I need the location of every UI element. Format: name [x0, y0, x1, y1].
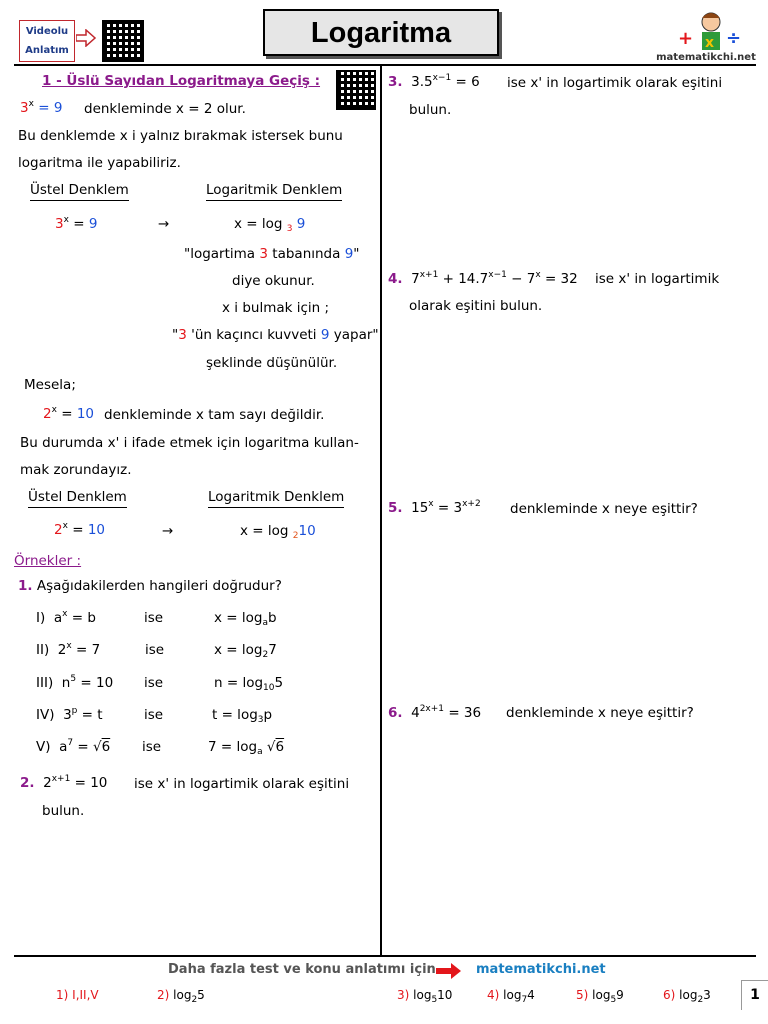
question-2: 2. $2^{x+1} = 10$	[20, 774, 108, 791]
option-iii-log: $n = \log_{10}5$	[214, 675, 284, 693]
example-text: denkleminde x tam sayı değildir.	[104, 407, 325, 423]
question-4-text: ise x' in logartimik	[595, 271, 720, 287]
answer-3: 3) $\log_510$	[397, 988, 453, 1005]
arrow-icon: →	[158, 216, 170, 232]
log-equation-2: x = log $_2$10	[240, 523, 316, 541]
video-lecture-button[interactable]	[19, 20, 75, 62]
question-5-text: denkleminde x neye eşittir?	[510, 501, 698, 517]
exp-equation-1: $3^x = 9$	[55, 215, 98, 232]
question-4-text2: olarak eşitini bulun.	[409, 298, 543, 314]
answer-1: 1) I,II,V	[56, 988, 99, 1002]
intro-line3: logaritma ile yapabiliriz.	[18, 155, 181, 171]
ise-label: ise	[144, 675, 164, 691]
question-3-text: ise x' in logartimik olarak eşitini	[507, 75, 723, 91]
heading-logarithmic-2: Logaritmik Denklem	[208, 489, 344, 508]
option-ii-log: $x = \log_27$	[214, 642, 277, 660]
question-4: 4. $7^{x+1} + 14.7^{x-1} - 7^x = 32$	[388, 270, 578, 287]
answer-6: 6) $\log_23$	[663, 988, 711, 1005]
option-iii: III) $n^5 = 10$	[36, 674, 114, 691]
math-kid-logo-icon	[676, 10, 746, 52]
footer-divider	[14, 955, 756, 957]
heading-exponential: Üstel Denklem	[30, 182, 129, 201]
question-1: 1. Aşağıdakilerden hangileri doğrudur?	[18, 578, 282, 594]
question-2-text: ise x' in logartimik olarak eşitini	[134, 776, 350, 792]
example-line2: Bu durumda x' i ifade etmek için logaritma kullan-	[20, 435, 359, 451]
answer-4: 4) $\log_74$	[487, 988, 535, 1005]
ise-label: ise	[144, 707, 164, 723]
question-6: 6. $4^{2x+1} = 36$	[388, 704, 482, 721]
qr-code-icon[interactable]	[336, 70, 376, 110]
example-label: Mesela;	[24, 377, 76, 393]
option-v: V) $a^7 = √6$	[36, 738, 111, 755]
question-6-text: denkleminde x neye eşittir?	[506, 705, 694, 721]
footer-text: Daha fazla test ve konu anlatımı için	[168, 962, 436, 977]
ise-label: ise	[145, 642, 165, 658]
answer-5: 5) $\log_59$	[576, 988, 624, 1005]
option-iv: IV) $3^p = t$	[36, 706, 103, 723]
reading-line4: "3 'ün kaçıncı kuvveti 9 yapar"	[172, 327, 379, 343]
question-5: 5. $15^x = 3^{x+2}$	[388, 499, 481, 516]
column-divider	[380, 66, 382, 956]
option-i: I) $a^x = b$	[36, 609, 96, 626]
header-divider	[14, 64, 756, 66]
log-equation-1: x = log $_3$ 9	[234, 216, 306, 234]
examples-heading: Örnekler :	[14, 553, 82, 569]
option-i-log: $x = \log_ab$	[214, 610, 277, 628]
arrow-icon: →	[162, 523, 174, 539]
reading-line3: x i bulmak için ;	[222, 300, 330, 316]
example-line3: mak zorundayız.	[20, 462, 132, 478]
reading-line1: "logartima 3 tabanında 9"	[184, 246, 360, 262]
page-number: 1	[741, 980, 768, 1010]
video-label-line2: Anlatım	[25, 45, 69, 56]
question-3: 3. $3.5^{x-1} = 6$	[388, 73, 480, 90]
site-logo-text: matematikchi.net	[656, 52, 756, 63]
intro-text: denkleminde x = 2 olur.	[84, 101, 246, 117]
reading-line2: diye okunur.	[232, 273, 315, 289]
heading-logarithmic: Logaritmik Denklem	[206, 182, 342, 201]
arrow-right-icon	[436, 963, 462, 979]
page-title: Logaritma	[263, 9, 499, 56]
video-label-line1: Videolu	[25, 26, 69, 37]
option-iv-log: $t = \log_3p$	[212, 707, 273, 725]
exp-equation-2: $2^x = 10$	[54, 521, 106, 538]
question-2-text2: bulun.	[42, 803, 85, 819]
intro-line2: Bu denklemde x i yalnız bırakmak istersek bunu	[18, 128, 343, 144]
svg-text:÷: ÷	[726, 28, 742, 49]
question-3-text2: bulun.	[409, 102, 452, 118]
ise-label: ise	[144, 610, 164, 626]
answer-2: 2) $\log_25$	[157, 988, 205, 1005]
intro-equation: 3$^x$ = 9	[20, 99, 63, 116]
footer-link[interactable]: matematikchi.net	[476, 962, 606, 977]
option-v-log: $7 = \log_a √6$	[208, 739, 285, 757]
reading-line5: şeklinde düşünülür.	[206, 355, 338, 371]
svg-text:x: x	[705, 35, 715, 51]
heading-exponential-2: Üstel Denklem	[28, 489, 127, 508]
ise-label: ise	[142, 739, 162, 755]
section-title: 1 - Üslü Sayıdan Logaritmaya Geçiş :	[42, 73, 321, 89]
arrow-right-icon	[76, 29, 96, 47]
example-equation: $2^x = 10$	[43, 405, 95, 422]
svg-text:+: +	[678, 28, 694, 49]
qr-code-icon[interactable]	[102, 20, 144, 62]
option-ii: II) $2^x = 7$	[36, 641, 101, 658]
